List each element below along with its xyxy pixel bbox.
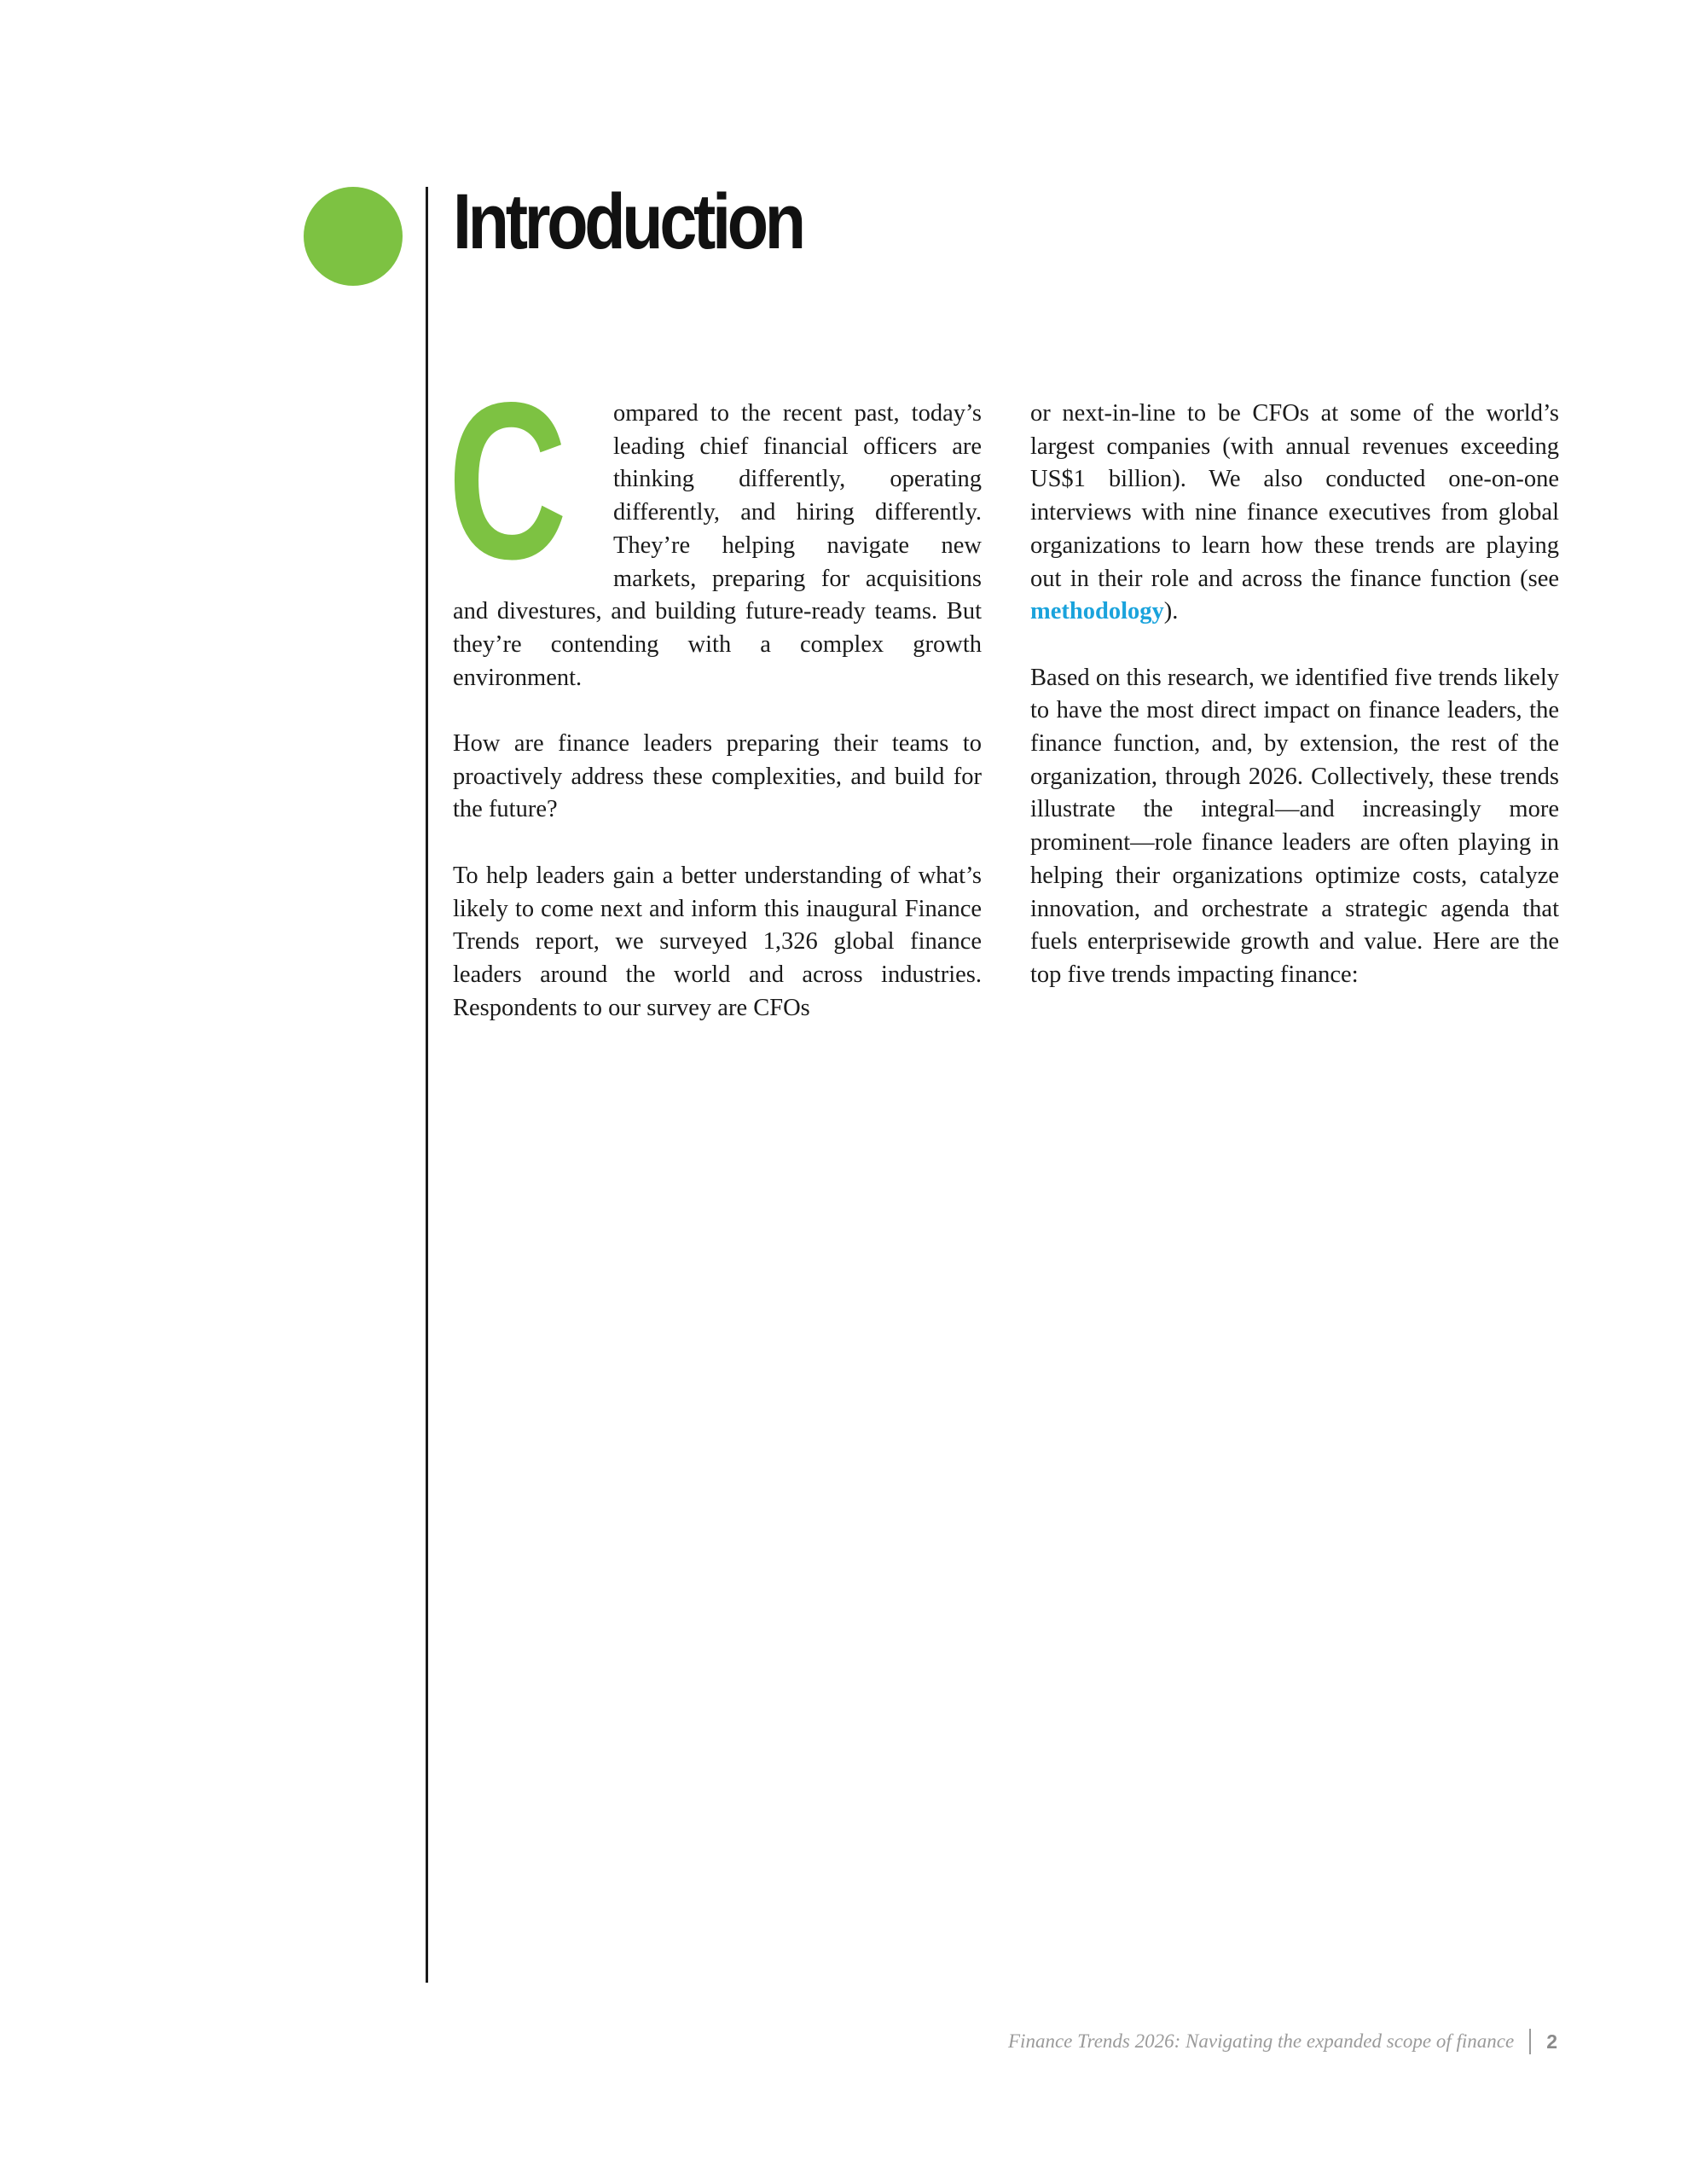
footer-divider [1529, 2029, 1531, 2054]
intro-paragraph-5: Based on this research, we identified five trends likely to have the most direct impact on finance leaders, the finance function, and, by extension, the rest of the organization, through 2026. Collectively, these trends illustrate the integral—and increasingly more prominent—role finance leaders are often playing in helping their organizations optimize costs, catalyze innovation, and orchestrate a strategic agenda that fuels enterprisewide growth and value. Here are the top five trends impacting finance: [1030, 664, 1559, 988]
intro-paragraph-2: How are finance leaders preparing their teams to proactively address these complexities, and build for the future? [453, 730, 982, 823]
page-number: 2 [1546, 2030, 1557, 2053]
left-column [448, 356, 982, 1058]
page-footer [1008, 2029, 1557, 2054]
page-title: Introduction [453, 178, 803, 265]
right-column [1030, 398, 1559, 1025]
methodology-link[interactable]: methodology [1030, 598, 1164, 625]
paragraph-4-closing: ). [1163, 598, 1179, 625]
drop-cap: C [448, 356, 568, 606]
intro-paragraph-3: To help leaders gain a better understanding of what’s likely to come next and inform this inaugural Finance Trends report, we surveyed 1,326 global finance leaders around the world and across industries. Respondents to our survey are CFOs [453, 862, 982, 1021]
intro-paragraph-4 [1030, 398, 1559, 629]
vertical-divider [426, 187, 428, 1983]
intro-paragraph-1 [448, 356, 982, 694]
accent-circle [304, 187, 403, 286]
intro-paragraph-1-text: ompared to the recent past, today’s leading chief financial officers are thinking differently, operating differently, and hiring differently. They’re helping navigate new markets, preparing for acquisitions and divestures, and building future-ready teams. But they’re contending with a complex growth environment. [453, 400, 982, 691]
footer-title: Finance Trends 2026: Navigating the expanded scope of finance [1008, 2030, 1515, 2052]
paragraph-4-text: or next-in-line to be CFOs at some of the world’s largest companies (with annual revenues exceeding US$1 billion). We also conducted one-on-one interviews with nine finance executives from global organizations to learn how these trends are playing out in their role and across the finance function (see [1030, 400, 1559, 592]
